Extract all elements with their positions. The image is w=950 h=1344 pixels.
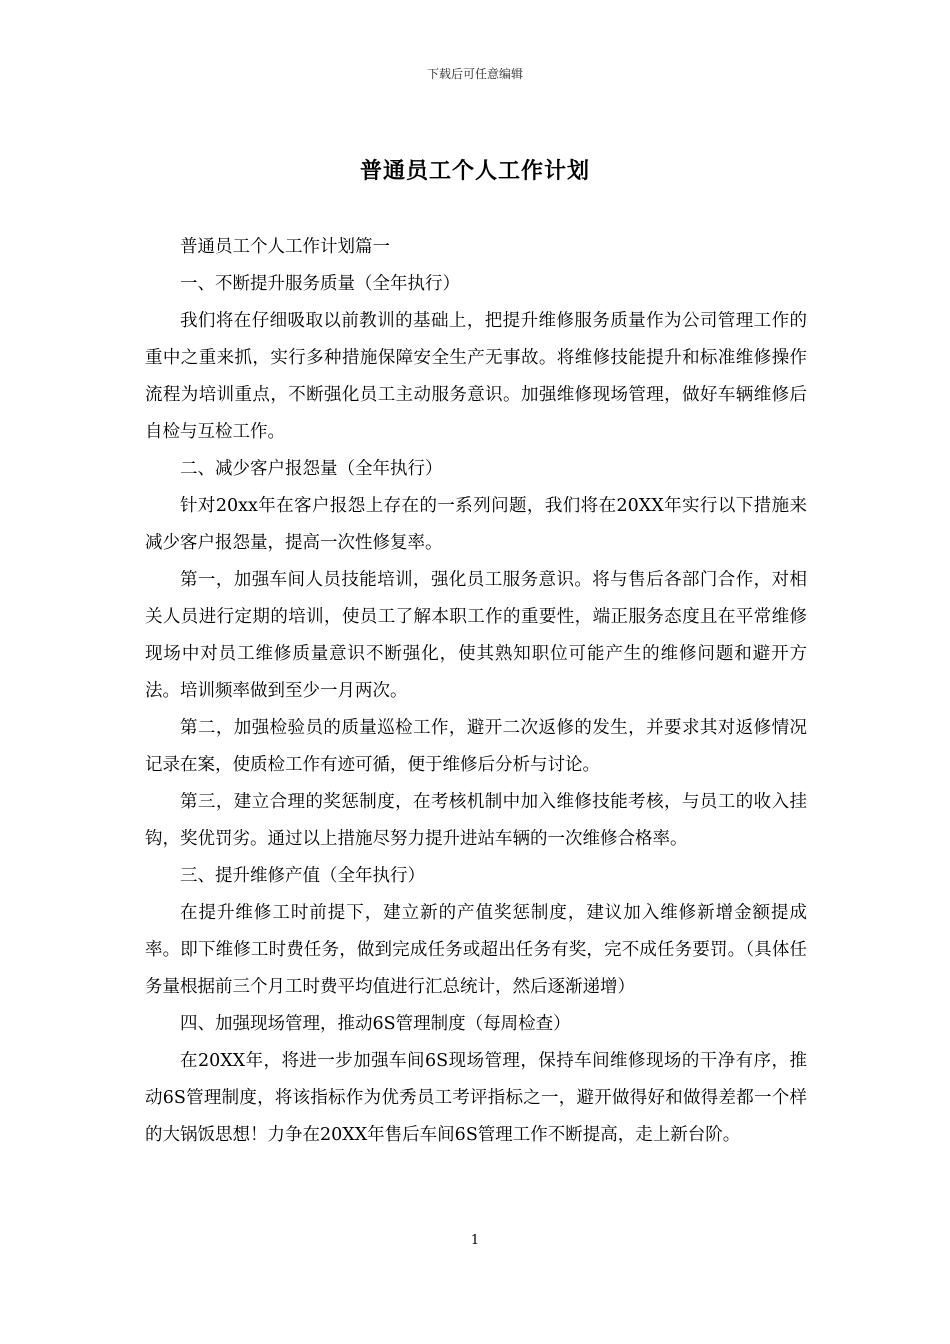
body-paragraph: 针对20xx年在客户报怨上存在的一系列问题，我们将在20XX年实行以下措施来减少客户报怨量，提高一次性修复率。 xyxy=(145,496,807,553)
section-heading: 三、提升维修产值（全年执行） xyxy=(180,866,425,886)
page-header: 下载后可任意编辑 xyxy=(426,67,523,81)
section-heading: 普通员工个人工作计划篇一 xyxy=(180,237,390,257)
document-title: 普通员工个人工作计划 xyxy=(359,158,590,184)
section-heading: 四、加强现场管理，推动6S管理制度（每周检查） xyxy=(180,1014,571,1034)
body-paragraph: 在提升维修工时前提下，建立新的产值奖惩制度，建议加入维修新增金额提成率。即下维修工时费任务，做到完成任务或超出任务有奖，完不成任务要罚。（具体任务量根据前三个月工时费平均值进行汇总统计，然后逐渐递增） xyxy=(145,903,807,997)
section-heading: 一、不断提升服务质量（全年执行） xyxy=(180,274,460,294)
page-number: 1 xyxy=(470,1233,480,1248)
section-heading: 二、减少客户报怨量（全年执行） xyxy=(180,459,443,479)
body-paragraph: 在20XX年，将进一步加强车间6S现场管理，保持车间维修现场的干净有序，推动6S管理制度，将该指标作为优秀员工考评指标之一，避开做得好和做得差都一个样的大锅饭思想！力争在20XX年售后车间6S管理工作不断提高，走上新台阶。 xyxy=(145,1051,807,1145)
body-paragraph: 第二，加强检验员的质量巡检工作，避开二次返修的发生，并要求其对返修情况记录在案，使质检工作有迹可循，便于维修后分析与讨论。 xyxy=(145,718,807,775)
document-body xyxy=(145,229,807,1154)
body-paragraph: 第一，加强车间人员技能培训，强化员工服务意识。将与售后各部门合作，对相关人员进行定期的培训，使员工了解本职工作的重要性，端正服务态度且在平常维修现场中对员工维修质量意识不断强化，使其熟知职位可能产生的维修问题和避开方法。培训频率做到至少一月两次。 xyxy=(145,570,807,701)
body-paragraph: 我们将在仔细吸取以前教训的基础上，把提升维修服务质量作为公司管理工作的重中之重来抓，实行多种措施保障安全生产无事故。将维修技能提升和标准维修操作流程为培训重点，不断强化员工主动服务意识。加强维修现场管理，做好车辆维修后自检与互检工作。 xyxy=(145,311,807,442)
body-paragraph: 第三，建立合理的奖惩制度，在考核机制中加入维修技能考核，与员工的收入挂钩，奖优罚劣。通过以上措施尽努力提升进站车辆的一次维修合格率。 xyxy=(145,792,807,849)
